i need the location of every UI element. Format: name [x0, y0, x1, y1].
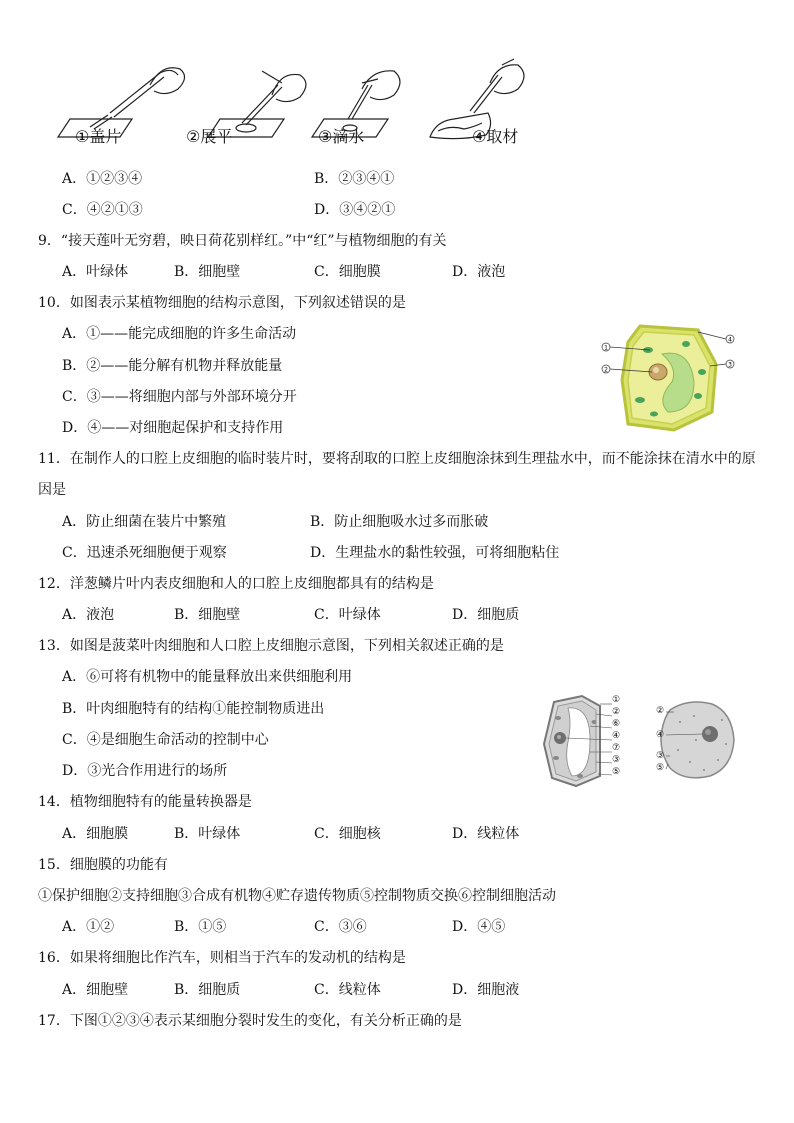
q11-option-c[interactable]: C．迅速杀死细胞便于观察: [62, 545, 227, 561]
q12-option-d[interactable]: D．细胞质: [452, 607, 520, 623]
q15-option-a[interactable]: A．①②: [62, 919, 115, 935]
plant-cell-figure: [598, 320, 748, 435]
q16-option-b[interactable]: B．细胞质: [174, 982, 241, 998]
q9-stem: 9．“接天莲叶无穷碧，映日荷花别样红。”中“红”与植物细胞的有关: [38, 233, 447, 249]
q17-stem: 17．下图①②③④表示某细胞分裂时发生的变化，有关分析正确的是: [38, 1013, 462, 1029]
q10-option-c[interactable]: C．③——将细胞内部与外部环境分开: [62, 389, 297, 405]
q12-stem: 12．洋葱鳞片叶内表皮细胞和人的口腔上皮细胞都具有的结构是: [38, 576, 434, 592]
animal-label-5: ⑤: [656, 763, 665, 773]
q16-stem: 16．如果将细胞比作汽车，则相当于汽车的发动机的结构是: [38, 950, 406, 966]
q9-option-c[interactable]: C．细胞膜: [314, 264, 381, 280]
animal-label-2: ②: [656, 706, 665, 716]
q9-option-b[interactable]: B．细胞壁: [174, 264, 241, 280]
q13-option-c[interactable]: C．④是细胞生命活动的控制中心: [62, 732, 269, 748]
q13-cells-drawing: [538, 692, 748, 788]
q11-option-a[interactable]: A．防止细菌在装片中繁殖: [62, 514, 227, 530]
q13-option-b[interactable]: B．叶肉细胞特有的结构①能控制物质进出: [62, 701, 325, 717]
q13-option-a[interactable]: A．⑥可将有机物中的能量释放出来供细胞利用: [62, 669, 353, 685]
q13-option-d[interactable]: D．③光合作用进行的场所: [62, 763, 228, 779]
q12-option-b[interactable]: B．细胞壁: [174, 607, 241, 623]
q15-option-b[interactable]: B．①⑤: [174, 919, 227, 935]
q10-option-d[interactable]: D．④——对细胞起保护和支持作用: [62, 420, 284, 436]
q9-option-a[interactable]: A．叶绿体: [62, 264, 129, 280]
plant-label-7: ⑦: [612, 743, 621, 753]
q14-option-a[interactable]: A．细胞膜: [62, 826, 129, 842]
q14-stem: 14．植物细胞特有的能量转换器是: [38, 794, 252, 810]
step-label-drip: ③滴水: [318, 127, 365, 146]
q11-stem-line1: 11．在制作人的口腔上皮细胞的临时装片时，要将刮取的口腔上皮细胞涂抹到生理盐水中，而不能涂抹在清水中的原: [38, 451, 756, 467]
q15-option-d[interactable]: D．④⑤: [452, 919, 506, 935]
q8-option-c[interactable]: C．④②①③: [62, 202, 143, 218]
q9-option-d[interactable]: D．液泡: [452, 264, 506, 280]
plant-label-6: ⑥: [612, 719, 621, 729]
q13-cells-figure: [538, 692, 748, 788]
step-label-cover: ①盖片: [75, 127, 122, 146]
fig10-label-4: 4: [728, 336, 732, 344]
q12-option-a[interactable]: A．液泡: [62, 607, 115, 623]
q11-stem-line2: 因是: [38, 482, 66, 498]
fig10-label-2: 2: [604, 366, 608, 374]
q14-option-d[interactable]: D．线粒体: [452, 826, 520, 842]
q8-option-b[interactable]: B．②③④①: [314, 171, 395, 187]
plant-label-2: ②: [612, 707, 621, 717]
animal-label-4: ④: [656, 730, 665, 740]
q14-option-c[interactable]: C．细胞核: [314, 826, 381, 842]
q15-stem: 15．细胞膜的功能有: [38, 857, 168, 873]
fig10-label-3: 3: [728, 361, 732, 369]
plant-label-4: ④: [612, 731, 621, 741]
q11-option-d[interactable]: D．生理盐水的黏性较强，可将细胞粘住: [310, 545, 560, 561]
q8-option-d[interactable]: D．③④②①: [314, 202, 396, 218]
q11-option-b[interactable]: B．防止细胞吸水过多而胀破: [310, 514, 489, 530]
q15-items: ①保护细胞②支持细胞③合成有机物④贮存遗传物质⑤控制物质交换⑥控制细胞活动: [38, 888, 556, 904]
q8-option-a[interactable]: A．①②③④: [62, 171, 143, 187]
q15-option-c[interactable]: C．③⑥: [314, 919, 367, 935]
plant-label-5: ⑤: [612, 767, 621, 777]
step-label-flatten: ②展平: [186, 127, 233, 146]
q10-option-a[interactable]: A．①——能完成细胞的许多生命活动: [62, 326, 297, 342]
fig10-label-1: 1: [604, 344, 608, 352]
q16-option-c[interactable]: C．线粒体: [314, 982, 381, 998]
animal-label-3: ③: [656, 751, 665, 761]
q13-stem: 13．如图是菠菜叶肉细胞和人口腔上皮细胞示意图，下列相关叙述正确的是: [38, 638, 504, 654]
q14-option-b[interactable]: B．叶绿体: [174, 826, 241, 842]
plant-label-1: ①: [612, 695, 621, 705]
plant-label-3: ③: [612, 755, 621, 765]
plant-cell-drawing: [598, 320, 748, 435]
step-label-sample: ④取材: [472, 127, 519, 146]
q10-stem: 10．如图表示某植物细胞的结构示意图，下列叙述错误的是: [38, 295, 406, 311]
q12-option-c[interactable]: C．叶绿体: [314, 607, 381, 623]
q16-option-d[interactable]: D．细胞液: [452, 982, 520, 998]
q16-option-a[interactable]: A．细胞壁: [62, 982, 129, 998]
q10-option-b[interactable]: B．②——能分解有机物并释放能量: [62, 358, 283, 374]
